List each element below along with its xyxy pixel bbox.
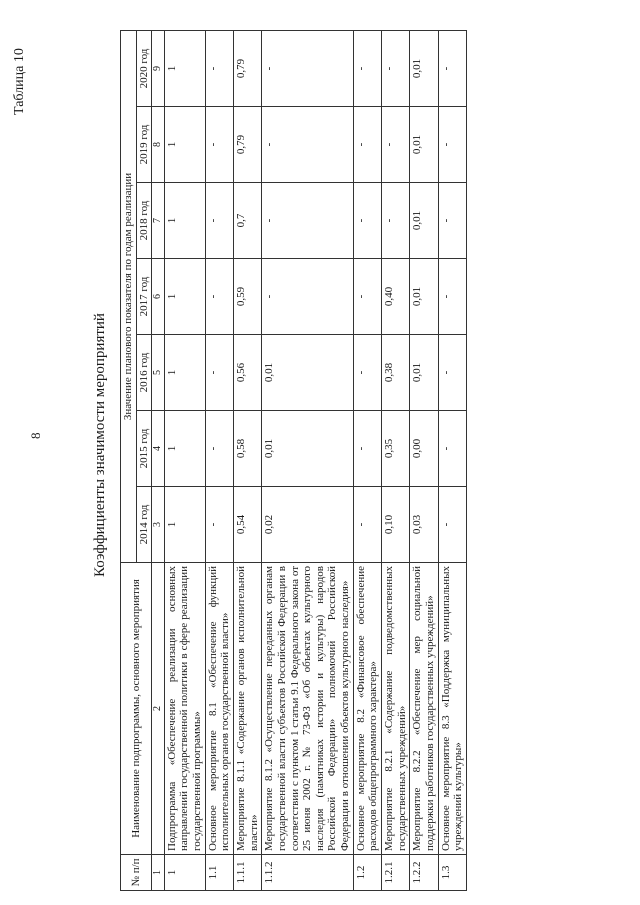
- column-number: 7: [152, 183, 165, 259]
- column-number: 3: [152, 487, 165, 563]
- header-name: Наименование подпрограммы, основного мероприятия: [121, 563, 152, 855]
- row-value: -: [205, 31, 233, 107]
- row-name: Мероприятие 8.1.1 «Содержание органов исполнительной власти»: [233, 563, 261, 855]
- table-row: [205, 31, 233, 891]
- row-number: 1.1.1: [233, 855, 261, 891]
- header-values: Значение планового показателя по годам реализации: [121, 31, 137, 563]
- header-year: 2017 год: [136, 259, 152, 335]
- row-number: 1.2.2: [410, 855, 438, 891]
- header-year: 2019 год: [136, 107, 152, 183]
- row-value: -: [262, 259, 353, 335]
- row-number: 1.2.1: [382, 855, 410, 891]
- row-value: 1: [164, 107, 205, 183]
- row-value: 1: [164, 183, 205, 259]
- row-value: -: [353, 411, 381, 487]
- table-row: [382, 31, 410, 891]
- row-value: 0,10: [382, 487, 410, 563]
- row-value: -: [205, 259, 233, 335]
- row-number: 1.3: [438, 855, 466, 891]
- row-value: -: [438, 183, 466, 259]
- row-value: -: [353, 259, 381, 335]
- row-value: -: [438, 259, 466, 335]
- table-row: [233, 31, 261, 891]
- row-name: Основное мероприятие 8.1 «Обеспечение функций исполнительных органов государственной власти»: [205, 563, 233, 855]
- row-value: -: [353, 335, 381, 411]
- row-value: -: [438, 31, 466, 107]
- row-number: 1.2: [353, 855, 381, 891]
- row-value: 0,40: [382, 259, 410, 335]
- row-value: 0,01: [410, 183, 438, 259]
- row-value: 0,01: [262, 335, 353, 411]
- row-value: 0,35: [382, 411, 410, 487]
- row-value: 0,02: [262, 487, 353, 563]
- row-value: 0,00: [410, 411, 438, 487]
- row-value: -: [262, 183, 353, 259]
- row-value: -: [353, 487, 381, 563]
- row-value: 0,01: [410, 31, 438, 107]
- column-number-row: [152, 31, 165, 891]
- row-value: 0,79: [233, 31, 261, 107]
- row-number: 1: [164, 855, 205, 891]
- table-row: [410, 31, 438, 891]
- row-value: -: [382, 107, 410, 183]
- row-value: -: [205, 411, 233, 487]
- row-value: 0,7: [233, 183, 261, 259]
- row-value: -: [205, 183, 233, 259]
- row-value: 0,01: [410, 107, 438, 183]
- row-name: Подпрограмма «Обеспечение реализации основных направлений государственной политики в сфере реализации государственной программы»: [164, 563, 205, 855]
- row-value: 0,01: [410, 259, 438, 335]
- column-number: 2: [152, 563, 165, 855]
- row-value: -: [438, 335, 466, 411]
- table-row: [353, 31, 381, 891]
- header-year: 2020 год: [136, 31, 152, 107]
- page-number: 8: [28, 432, 43, 439]
- row-value: 0,01: [262, 411, 353, 487]
- row-name: Основное мероприятие 8.2 «Финансовое обеспечение расходов общепрограммного характера»: [353, 563, 381, 855]
- row-value: -: [353, 31, 381, 107]
- column-number: 9: [152, 31, 165, 107]
- column-number: 8: [152, 107, 165, 183]
- column-number: 4: [152, 411, 165, 487]
- row-number: 1.1.2: [262, 855, 353, 891]
- row-value: -: [438, 107, 466, 183]
- row-value: 1: [164, 31, 205, 107]
- row-value: -: [205, 107, 233, 183]
- row-value: 1: [164, 335, 205, 411]
- row-value: 0,59: [233, 259, 261, 335]
- row-value: 0,54: [233, 487, 261, 563]
- row-value: -: [382, 183, 410, 259]
- row-name: Основное мероприятие 8.3 «Поддержка муниципальных учреждений культуры»: [438, 563, 466, 855]
- row-name: Мероприятие 8.2.2 «Обеспечение мер социальной поддержки работников государственных учреждений»: [410, 563, 438, 855]
- table-body: [164, 31, 466, 891]
- row-value: -: [262, 107, 353, 183]
- table-row: [438, 31, 466, 891]
- significance-coefficients-table: [120, 30, 467, 891]
- row-value: -: [262, 31, 353, 107]
- table-row: [164, 31, 205, 891]
- table-title: Коэффициенты значимости мероприятий: [92, 313, 108, 577]
- column-number: 5: [152, 335, 165, 411]
- row-value: 0,01: [410, 335, 438, 411]
- row-value: -: [205, 335, 233, 411]
- row-name: Мероприятие 8.2.1 «Содержание подведомственных государственных учреждений»: [382, 563, 410, 855]
- column-number: 1: [152, 855, 165, 891]
- header-num: № п/п: [121, 855, 152, 891]
- header-year: 2018 год: [136, 183, 152, 259]
- row-value: 1: [164, 487, 205, 563]
- table-row: [262, 31, 353, 891]
- row-name: Мероприятие 8.1.2 «Осуществление переданных органам государственной власти субъектов Российской Федерации в соответствии с пунктом 1 статьи 9.1 Федерального закона от 25 июня 2002 г. № 73-ФЗ «Об объектах культурного наследия (памятниках истории и культуры) народов Российской Федерации» полномочий Российской Федерации в отношении объектов культурного наследия»: [262, 563, 353, 855]
- column-number: 6: [152, 259, 165, 335]
- header-year: 2016 год: [136, 335, 152, 411]
- row-value: 1: [164, 259, 205, 335]
- row-value: 0,58: [233, 411, 261, 487]
- row-value: 0,03: [410, 487, 438, 563]
- row-value: -: [353, 183, 381, 259]
- row-value: 0,79: [233, 107, 261, 183]
- header-year: 2014 год: [136, 487, 152, 563]
- row-number: 1.1: [205, 855, 233, 891]
- header-year: 2015 год: [136, 411, 152, 487]
- row-value: 1: [164, 411, 205, 487]
- table-label: Таблица 10: [12, 48, 27, 115]
- row-value: -: [438, 487, 466, 563]
- row-value: -: [438, 411, 466, 487]
- row-value: -: [205, 487, 233, 563]
- row-value: -: [382, 31, 410, 107]
- row-value: 0,56: [233, 335, 261, 411]
- row-value: -: [353, 107, 381, 183]
- row-value: 0,38: [382, 335, 410, 411]
